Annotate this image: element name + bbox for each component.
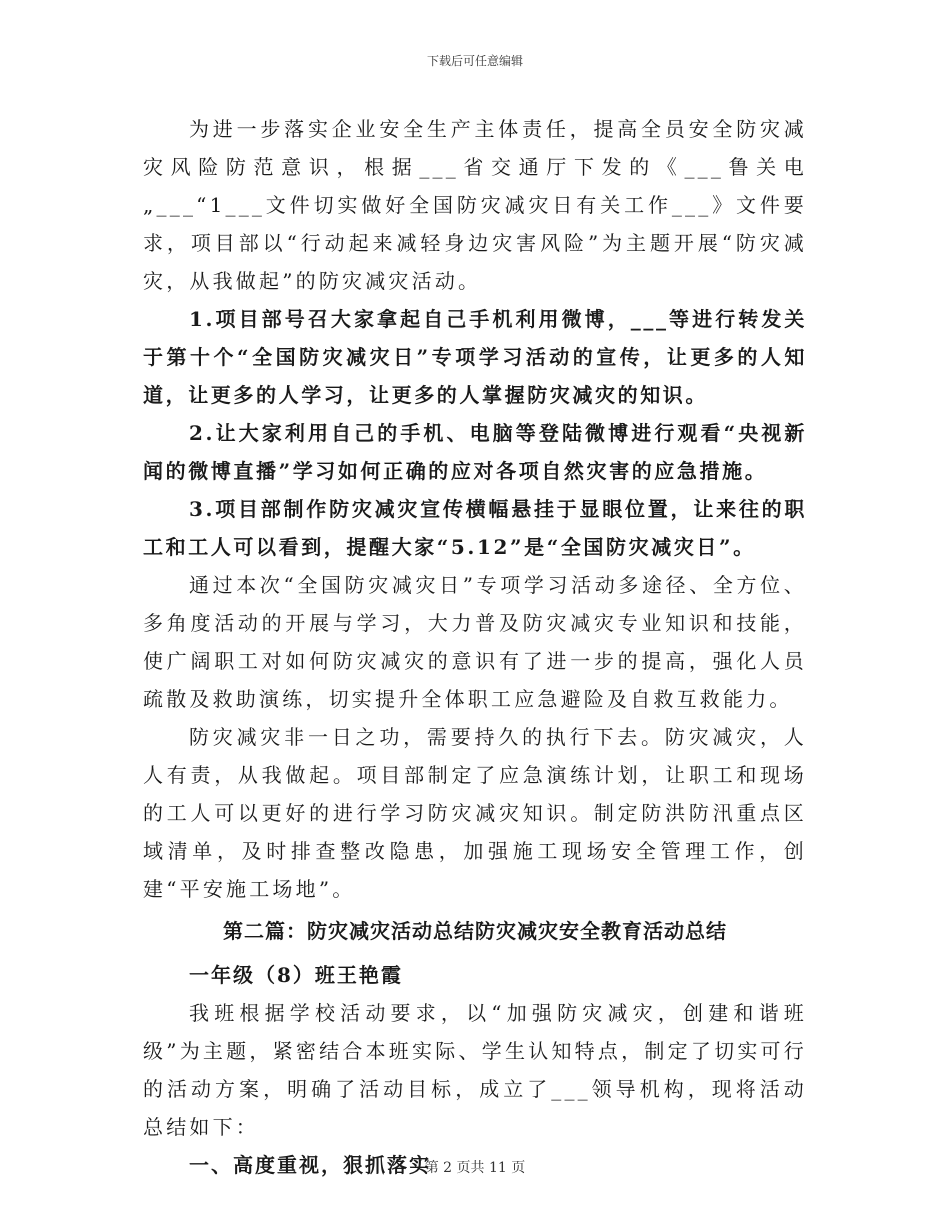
intro-paragraph: 为进一步落实企业安全生产主体责任，提高全员安全防灾减灾风险防范意识，根据___省交通厅下发的《___鲁关电„___“1___文件切实做好全国防灾减灾日有关工作___》文件要求，项目部以“行动起来减轻身边灾害风险”为主题开展“防灾减灾，从我做起”的防灾减灾活动。 — [143, 117, 807, 293]
list-item-1: 1.项目部号召大家拿起自己手机利用微博，___等进行转发关于第十个“全国防灾减灾日”专项学习活动的宣传，让更多的人知道，让更多的人学习，让更多的人掌握防灾减灾的知识。 — [143, 307, 807, 407]
conclusion-paragraph: 防灾减灾非一日之功，需要持久的执行下去。防灾减灾，人人有责，从我做起。项目部制定了应急演练计划，让职工和现场的工人可以更好的进行学习防灾减灾知识。制定防洪防汛重点区域清单，及时排查整改隐患，加强施工现场安全管理工作，创建“平安施工场地”。 — [143, 725, 807, 901]
document-body — [143, 110, 807, 1184]
page-number: 第 2 页共 11 页 — [424, 1160, 526, 1176]
page-header: 下载后可任意编辑 — [426, 54, 523, 68]
summary-paragraph: 通过本次“全国防灾减灾日”专项学习活动多途径、全方位、多角度活动的开展与学习，大力普及防灾减灾专业知识和技能，使广阔职工对如何防灾减灾的意识有了进一步的提高，强化人员疏散及救助演练，切实提升全体职工应急避险及自救互救能力。 — [143, 573, 807, 711]
list-item-2: 2.让大家利用自己的手机、电脑等登陆微博进行观看“央视新闻的微博直播”学习如何正确的应对各项自然灾害的应急措施。 — [143, 421, 807, 483]
author-line: 一年级（8）班王艳霞 — [189, 963, 403, 987]
section2-intro-paragraph: 我班根据学校活动要求，以“加强防灾减灾，创建和谐班级”为主题，紧密结合本班实际、学生认知特点，制定了切实可行的活动方案，明确了活动目标，成立了___领导机构，现将活动总结如下： — [143, 1001, 807, 1139]
heading-one: 一、高度重视，狠抓落实 — [189, 1153, 431, 1177]
section-title: 第二篇：防灾减灾活动总结防灾减灾安全教育活动总结 — [223, 919, 727, 943]
list-item-3: 3.项目部制作防灾减灾宣传横幅悬挂于显眼位置，让来往的职工和工人可以看到，提醒大家“5.12”是“全国防灾减灾日”。 — [143, 497, 807, 559]
